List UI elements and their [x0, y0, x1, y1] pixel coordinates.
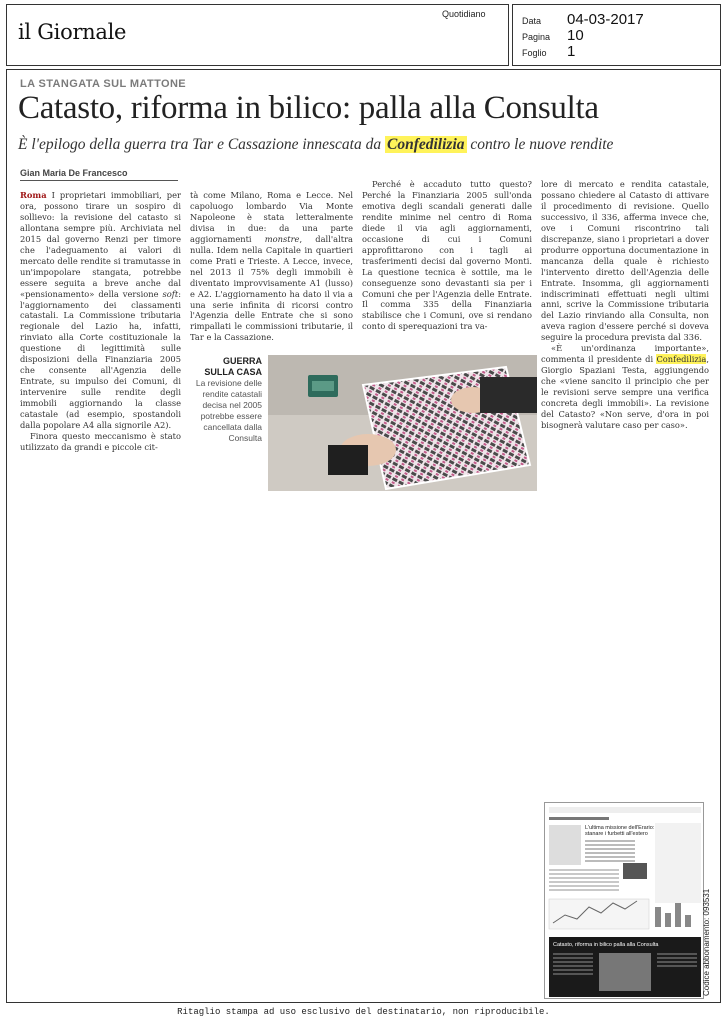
article-byline: Gian Maria De Francesco — [20, 168, 128, 178]
byline-divider — [20, 180, 178, 181]
paragraph — [190, 190, 353, 343]
publication-type-label: Quotidiano — [442, 9, 486, 19]
article-column-4 — [541, 179, 709, 495]
paragraph — [20, 190, 181, 431]
text-run: : l'aggiornamento dei classamenti catastali. La Commissione tributaria regionale del Lazio ha, infatti, rinviato alla Corte costituzionale la questione di legittimità sulle disposizioni della Finanziaria 2005 che consente all'Agenzia delle Entrate, su impulso dei Comuni, di intervenire sulle rendite degli immobili aggiornando la classe catastale (ad esempio, spostandoli dalla popolare A4 alla signorile A2). — [20, 288, 181, 431]
page-thumbnail — [544, 802, 704, 999]
text-run: tà come Milano, Roma e Lecce. Nel capoluogo lombardo Via Monte Napoleone è stata letteralmente divisa in due: da una parte aggiornamenti — [190, 190, 353, 244]
photo-illustration — [268, 355, 537, 491]
dateline-city: Roma — [20, 190, 47, 200]
text-run: , Giorgio Spaziani Testa, aggiungendo che «viene sancito il principio che per le revisioni serve sempre una verifica concreta degli immobili». La revisione del Catasto? «Non serve, d'ora in poi bisognerà valutare caso per caso». — [541, 354, 709, 430]
article-column-3 — [362, 179, 532, 349]
meta-value: 1 — [567, 43, 576, 60]
caption-heading: GUERRA — [222, 356, 262, 366]
article-column-2 — [190, 190, 353, 348]
svg-text:Catasto, riforma in bilico pal: Catasto, riforma in bilico palla alla Consulta — [553, 942, 659, 948]
sleeve-left — [328, 445, 368, 475]
meta-value: 10 — [567, 27, 584, 44]
text-run: «È un'ordinanza importante», commenta il presidente di — [541, 343, 709, 365]
meta-key: Data — [522, 16, 542, 26]
meta-box — [512, 4, 721, 66]
caption-heading: SULLA CASA — [204, 367, 262, 377]
sleeve-right — [480, 377, 537, 413]
subhead-text: È l'epilogo della guerra tra Tar e Cassazione innescata da — [18, 136, 385, 153]
meta-row-page — [522, 27, 584, 44]
svg-text:stanare i furbetti all'estero: stanare i furbetti all'estero — [585, 831, 648, 837]
paragraph: lore di mercato e rendita catastale, possano chiedere al Catasto di attivare il procedimento di revisione. Quello successivo, il 336, afferma invece che, ove i Comuni riscontrino tali discrepanze, siano i proprietari a dover produrre opportuna documentazione in mancanza della quale è richiesto l'intervento diretto dell'Agenzia delle Entrate. Insomma, gli aggiornamenti indiscriminati effettuati negli ultimi anni, scrive la Commissione tributaria del Lazio rinviando alla Consulta, non aveva ragion d'essere perché si doveva seguire la procedura prevista dal 336. — [541, 179, 709, 343]
text-run: , dall'altra nulla. Idem nella Capitale in quartieri come Prati e Trieste. A Lecce, invece, nel 2013 il 75% degli immobili è diventato improvvisamente A1 (lusso) e A2. L'aggiornamento ha dato il via a una serie infinita di ricorsi contro l'Agenzia delle Entrate che si sono rimpallati le commissioni tributarie, il Tar e la Cassazione. — [190, 233, 353, 343]
subhead-highlight: Confedilizia — [387, 136, 465, 153]
article-kicker: LA STANGATA SUL MATTONE — [20, 78, 187, 90]
publication-logo: il Giornale — [18, 20, 127, 44]
text-run: I proprietari immobiliari, per ora, possono tirare un sospiro di sollievo: la revisione del catasto si allontana sempre più. Archiviata nel 2015 dal governo Renzi per timore che l'adeguamento ai valori di mercato delle rendite si tramutasse in un'impopolare stangata, potrebbe essere seguita a breve anche dal «pensionamento» della versione — [20, 190, 181, 299]
subscription-code: Codice abbonamento: 093531 — [702, 888, 711, 996]
caption-body: La revisione delle rendite catastali decisa nel 2005 potrebbe essere cancellata dalla Consulta — [195, 378, 262, 443]
text-run-italic: soft — [162, 288, 179, 299]
meta-value: 04-03-2017 — [567, 11, 644, 28]
meta-row-sheet — [522, 43, 575, 60]
text-highlight: Confedilizia — [656, 354, 707, 365]
article-column-1 — [20, 190, 181, 495]
paragraph: Finora questo meccanismo è stato utilizzato da grandi e piccole cit- — [20, 430, 181, 452]
text-run-italic: monstre — [264, 233, 300, 244]
subhead-text: contro le nuove rendite — [466, 136, 614, 153]
paragraph: Perché è accaduto tutto questo? Perché la Finanziaria 2005 sull'onda emotiva degli scandali generati dalle rendite minime nel centro di Roma diede il via agli aggiornamenti, occasione di cui i Comuni approfittarono con i tagli ai trasferimenti decisi dal governo Monti. La questione tecnica è sottile, ma le conseguenze sono devastanti sia per i Comuni che per l'Agenzia delle Entrate. Il comma 335 della Finanziaria stabilisce che i Comuni, ove si rendano conto di sperequazioni tra va- — [362, 179, 532, 332]
footer-notice: Ritaglio stampa ad uso esclusivo del destinatario, non riproducibile. — [177, 1007, 550, 1017]
cadastral-map-photo — [268, 355, 537, 491]
svg-text:L'ultima missione dell'Erario:: L'ultima missione dell'Erario: — [585, 825, 655, 831]
article-subhead — [18, 136, 613, 154]
paragraph — [541, 343, 709, 431]
thumbnail-drawing — [545, 803, 704, 999]
meta-key: Foglio — [522, 48, 547, 58]
meta-key: Pagina — [522, 32, 551, 42]
article-headline: Catasto, riforma in bilico: palla alla Consulta — [18, 90, 599, 126]
photo-caption — [190, 356, 262, 444]
meta-row-date — [522, 11, 644, 28]
